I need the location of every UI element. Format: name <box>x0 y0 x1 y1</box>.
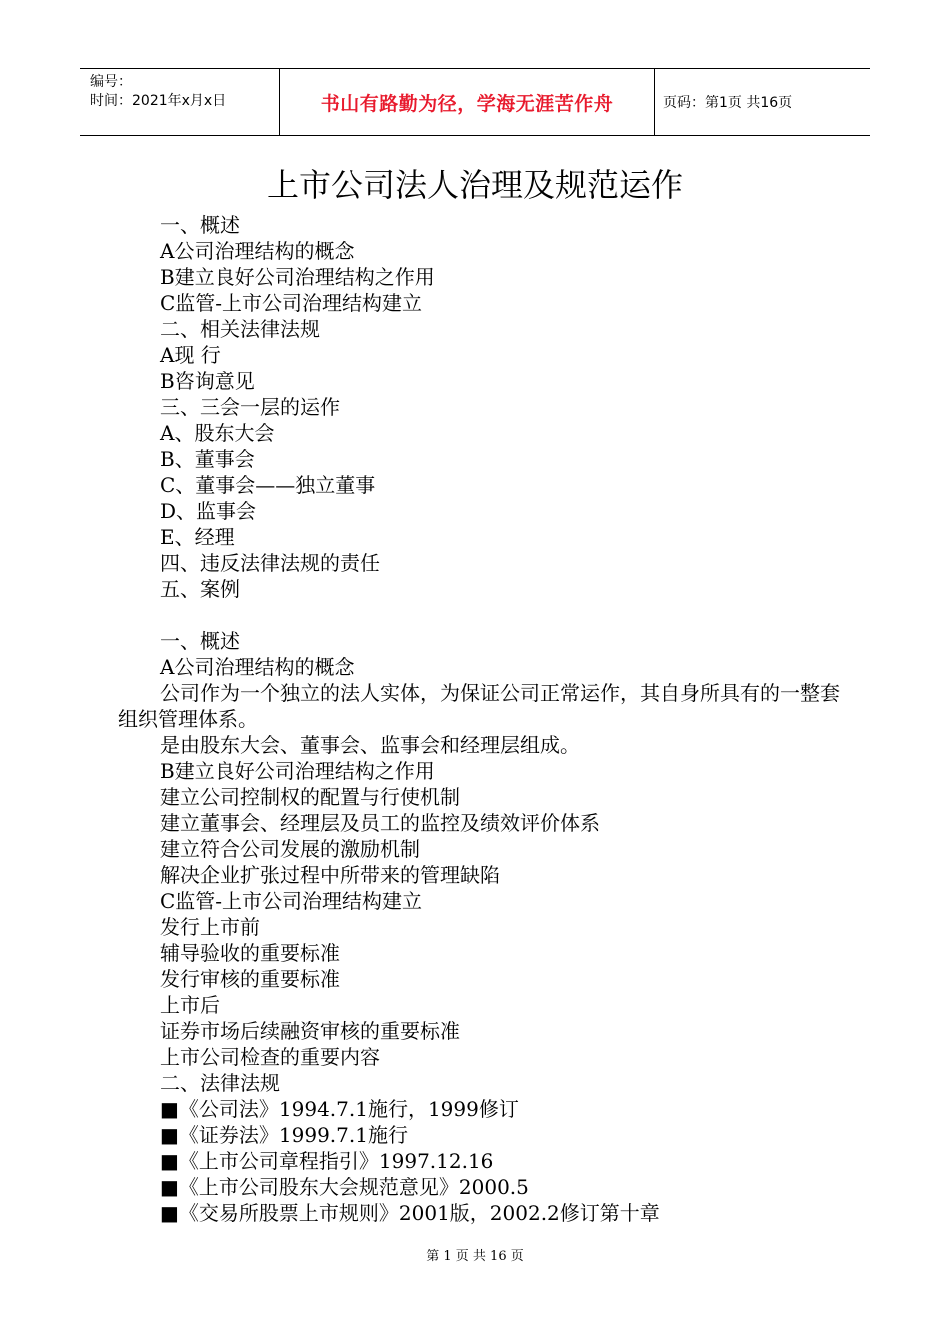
toc-item: B、董事会 <box>160 447 255 471</box>
toc-item: C监管-上市公司治理结构建立 <box>160 291 423 315</box>
toc-item: B咨询意见 <box>160 369 255 393</box>
toc-item: A现 行 <box>160 343 221 367</box>
header-page-cell <box>655 69 870 135</box>
law-item: ■《公司法》1994.7.1施行，1999修订 <box>160 1097 519 1121</box>
subsection-heading: C监管-上市公司治理结构建立 <box>160 889 423 913</box>
toc-item: A、股东大会 <box>160 421 275 445</box>
list-item: 建立董事会、经理层及员工的监控及绩效评价体系 <box>160 811 600 835</box>
list-item: 辅导验收的重要标准 <box>160 941 340 965</box>
list-item: 建立符合公司发展的激励机制 <box>160 837 420 861</box>
subsection-heading: A公司治理结构的概念 <box>160 655 355 679</box>
paragraph: 是由股东大会、董事会、监事会和经理层组成。 <box>160 733 580 757</box>
list-item: 发行上市前 <box>160 915 260 939</box>
list-item: 解决企业扩张过程中所带来的管理缺陷 <box>160 863 500 887</box>
subsection-heading: B建立良好公司治理结构之作用 <box>160 759 435 783</box>
toc-item: B建立良好公司治理结构之作用 <box>160 265 435 289</box>
list-item: 上市公司检查的重要内容 <box>160 1045 380 1069</box>
document-title: 上市公司法人治理及规范运作 <box>266 166 683 204</box>
law-item: ■《上市公司章程指引》1997.12.16 <box>160 1149 494 1173</box>
document-time-label: 时间：2021年x月x日 <box>90 93 227 109</box>
list-item: 发行审核的重要标准 <box>160 967 340 991</box>
section-heading: 一、概述 <box>160 629 240 653</box>
list-item: 建立公司控制权的配置与行使机制 <box>160 785 460 809</box>
spacer <box>118 602 848 628</box>
toc-item: E、经理 <box>160 525 235 549</box>
document-number-label: 编号： <box>90 74 132 90</box>
law-item: ■《交易所股票上市规则》2001版，2002.2修订第十章 <box>160 1201 660 1225</box>
toc-item: 三、三会一层的运作 <box>160 395 340 419</box>
section-heading: 二、法律法规 <box>160 1071 280 1095</box>
toc-item: 四、违反法律法规的责任 <box>160 551 380 575</box>
law-item: ■《上市公司股东大会规范意见》2000.5 <box>160 1175 529 1199</box>
toc-item: 五、案例 <box>160 577 240 601</box>
paragraph: 公司作为一个独立的法人实体，为保证公司正常运作，其自身所具有的一整套组织管理体系。 <box>118 681 840 731</box>
list-item: 上市后 <box>160 993 220 1017</box>
header-page-info: 页码：第1页 共16页 <box>663 95 793 111</box>
toc-item: 一、概述 <box>160 213 240 237</box>
header-meta-cell <box>80 69 280 135</box>
toc-item: 二、相关法律法规 <box>160 317 320 341</box>
law-item: ■《证券法》1999.7.1施行 <box>160 1123 408 1147</box>
list-item: 证券市场后续融资审核的重要标准 <box>160 1019 460 1043</box>
document-body <box>118 212 848 1226</box>
header-motto-cell <box>280 69 655 135</box>
table-of-contents <box>118 212 848 602</box>
toc-item: C、董事会——独立董事 <box>160 473 376 497</box>
page-footer: 第 1 页 共 16 页 <box>426 1249 524 1264</box>
header-table <box>80 68 870 136</box>
toc-item: A公司治理结构的概念 <box>160 239 355 263</box>
toc-item: D、监事会 <box>160 499 257 523</box>
header-motto: 书山有路勤为径，学海无涯苦作舟 <box>320 92 614 115</box>
